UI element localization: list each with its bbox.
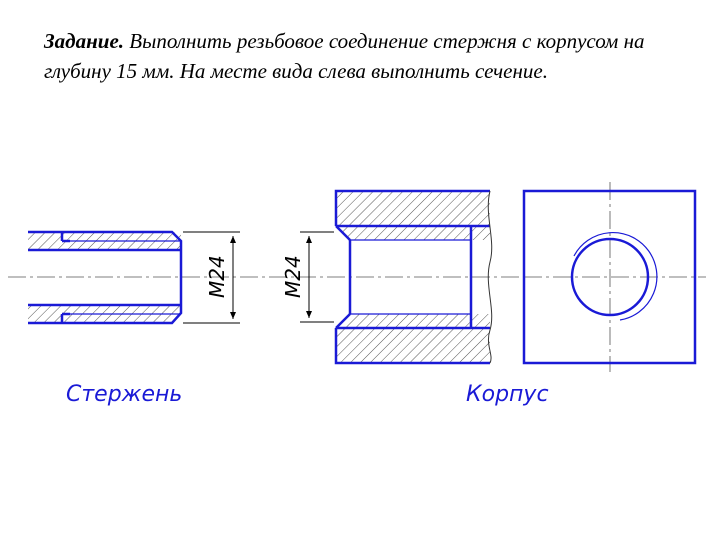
rod-dimension-label: M24 (205, 255, 229, 298)
task-body: Выполнить резьбовое соединение стержня с корпусом на глубину 15 мм. На месте вида слева выполнить сечение. (44, 29, 645, 83)
body-label: Корпус (466, 382, 549, 407)
rod-label: Стержень (66, 382, 183, 407)
body-dimension-label: M24 (281, 255, 305, 298)
body-bottom-hatch (336, 314, 490, 363)
rod-drawing (28, 232, 240, 323)
task-prefix: Задание. (44, 29, 125, 53)
body-top-hatch (336, 191, 490, 240)
